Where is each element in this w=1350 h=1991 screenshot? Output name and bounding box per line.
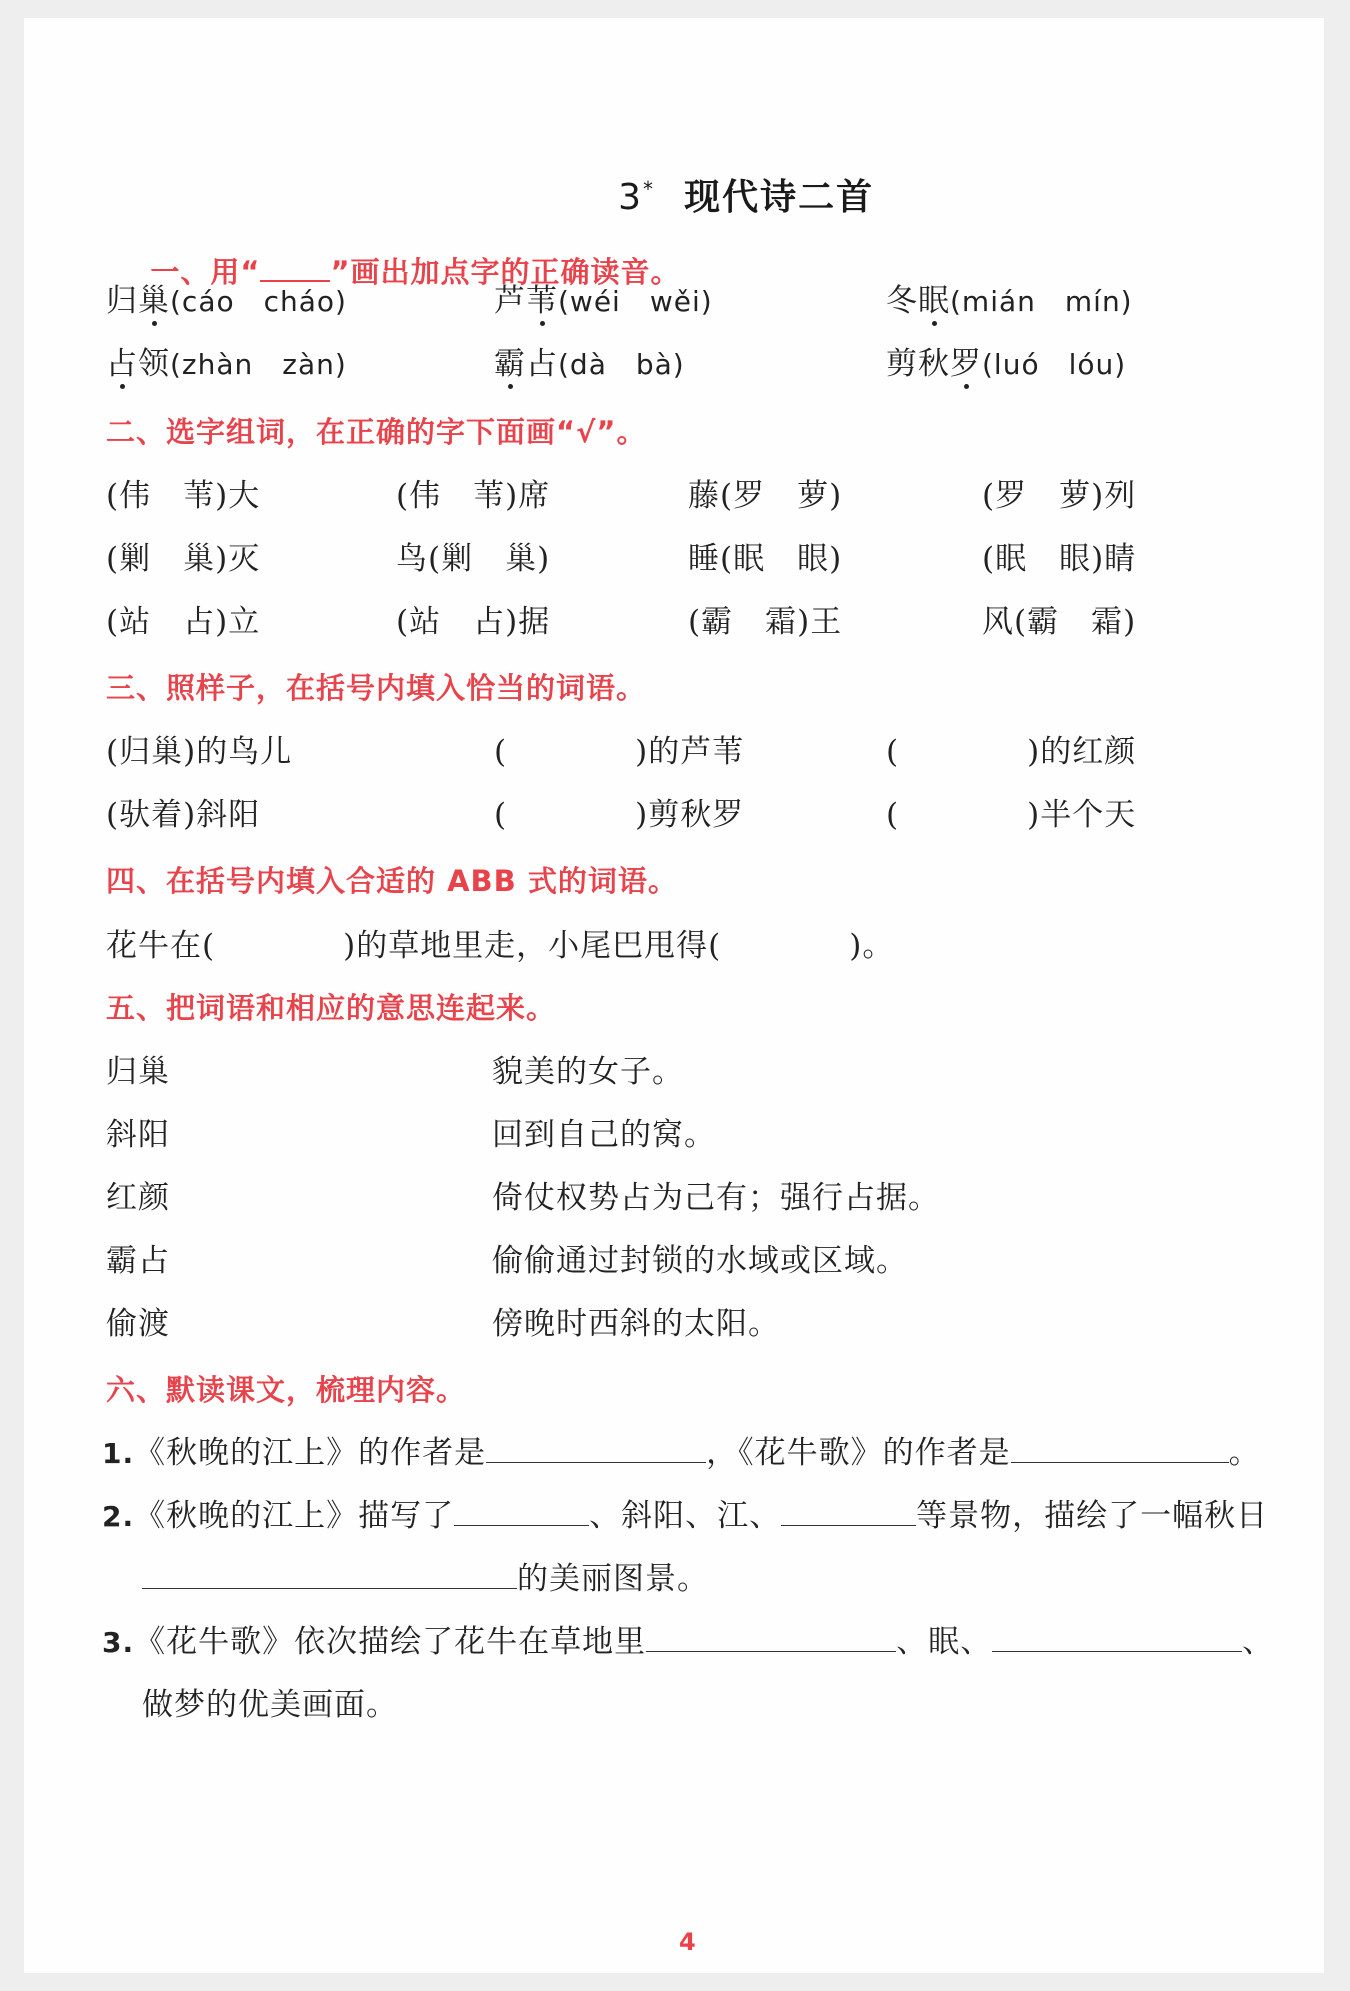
question-number: 3. bbox=[102, 1626, 135, 1659]
answer-blank[interactable] bbox=[992, 1625, 1242, 1652]
choice-item[interactable]: 风(霸 霜) bbox=[982, 604, 1137, 640]
match-word[interactable]: 斜阳 bbox=[106, 1117, 170, 1153]
pinyin-options[interactable]: (luó lóu) bbox=[982, 348, 1127, 381]
fill-item: (驮着)斜阳 bbox=[106, 797, 261, 833]
choice-item[interactable]: (站 占)立 bbox=[106, 604, 261, 640]
fill-item[interactable]: ( )的芦苇 bbox=[494, 734, 745, 770]
match-word[interactable]: 归巢 bbox=[106, 1054, 170, 1090]
dotted-char: 霸 bbox=[494, 338, 526, 383]
choice-item[interactable]: (伟 苇)席 bbox=[396, 478, 551, 514]
lesson-mark: * bbox=[643, 177, 656, 201]
worksheet-page bbox=[24, 18, 1324, 1973]
question-number: 2. bbox=[102, 1500, 135, 1533]
choice-item[interactable]: 藤(罗 萝) bbox=[688, 478, 843, 514]
choice-item[interactable]: (站 占)据 bbox=[396, 604, 551, 640]
lesson-title: 现代诗二首 bbox=[684, 177, 875, 218]
pinyin-item: 霸占(dà bà) bbox=[494, 338, 685, 383]
answer-blank[interactable] bbox=[486, 1436, 706, 1463]
match-meaning[interactable]: 倚仗权势占为己有；强行占据。 bbox=[492, 1180, 940, 1216]
section-1-heading-end: ”画出加点字的正确读音。 bbox=[330, 255, 681, 289]
question-number: 1. bbox=[102, 1437, 135, 1470]
page-number: 4 bbox=[679, 1928, 696, 1956]
pinyin-options[interactable]: (cáo cháo) bbox=[170, 285, 347, 318]
pinyin-options[interactable]: (dà bà) bbox=[558, 348, 685, 381]
answer-blank[interactable] bbox=[1011, 1436, 1229, 1463]
question-3: 3.《花牛歌》依次描绘了花牛在草地里 、眠、 、 bbox=[102, 1624, 1275, 1660]
dotted-char: 占 bbox=[106, 338, 138, 383]
pinyin-item: 归巢(cáo cháo) bbox=[106, 275, 347, 320]
choice-item[interactable]: 鸟(剿 巢) bbox=[396, 541, 551, 577]
section-3-heading: 三、照样子，在括号内填入恰当的词语。 bbox=[106, 671, 647, 705]
question-1: 1.《秋晚的江上》的作者是 ，《花牛歌》的作者是 。 bbox=[102, 1435, 1261, 1471]
pinyin-options[interactable]: (mián mín) bbox=[950, 285, 1133, 318]
match-meaning[interactable]: 偷偷通过封锁的水域或区域。 bbox=[492, 1243, 908, 1279]
question-2-cont: 的美丽图景。 bbox=[142, 1553, 709, 1598]
choice-item[interactable]: (剿 巢)灭 bbox=[106, 541, 261, 577]
choice-item[interactable]: (霸 霜)王 bbox=[688, 604, 843, 640]
abb-sentence[interactable]: 花牛在( )的草地里走，小尾巴甩得( )。 bbox=[106, 928, 895, 964]
section-1-heading-start: 一、用“ bbox=[150, 255, 261, 289]
answer-blank[interactable] bbox=[142, 1562, 517, 1589]
choice-item[interactable]: (罗 萝)列 bbox=[982, 478, 1137, 514]
section-5-heading: 五、把词语和相应的意思连起来。 bbox=[106, 991, 557, 1025]
match-meaning[interactable]: 傍晚时西斜的太阳。 bbox=[492, 1306, 780, 1342]
pinyin-item: 冬眠(mián mín) bbox=[886, 275, 1133, 320]
answer-blank[interactable] bbox=[454, 1499, 589, 1526]
question-2: 2.《秋晚的江上》描写了 、斜阳、江、 等景物，描绘了一幅秋日 bbox=[102, 1498, 1269, 1534]
pinyin-item: 芦苇(wéi wěi) bbox=[494, 275, 713, 320]
section-6-heading: 六、默读课文，梳理内容。 bbox=[106, 1373, 467, 1407]
match-word[interactable]: 红颜 bbox=[106, 1180, 170, 1216]
match-meaning[interactable]: 貌美的女子。 bbox=[492, 1054, 684, 1090]
dotted-char: 罗 bbox=[950, 338, 982, 383]
lesson-number: 3 bbox=[618, 177, 644, 218]
choice-item[interactable]: 睡(眠 眼) bbox=[688, 541, 843, 577]
fill-item: (归巢)的鸟儿 bbox=[106, 734, 293, 770]
dotted-char: 巢 bbox=[138, 275, 170, 320]
fill-item[interactable]: ( )剪秋罗 bbox=[494, 797, 745, 833]
question-3-cont: 做梦的优美画面。 bbox=[142, 1687, 398, 1723]
choice-item[interactable]: (伟 苇)大 bbox=[106, 478, 261, 514]
pinyin-item: 占领(zhàn zàn) bbox=[106, 338, 347, 383]
dotted-char: 眠 bbox=[918, 275, 950, 320]
match-word[interactable]: 霸占 bbox=[106, 1243, 170, 1279]
section-4-heading: 四、在括号内填入合适的 ABB 式的词语。 bbox=[106, 864, 678, 898]
match-word[interactable]: 偷渡 bbox=[106, 1306, 170, 1342]
match-meaning[interactable]: 回到自己的窝。 bbox=[492, 1117, 716, 1153]
choice-item[interactable]: (眠 眼)睛 bbox=[982, 541, 1137, 577]
answer-blank[interactable] bbox=[646, 1625, 896, 1652]
dotted-char: 苇 bbox=[526, 275, 558, 320]
section-2-heading: 二、选字组词，在正确的字下面画“√”。 bbox=[106, 415, 647, 449]
fill-item[interactable]: ( )的红颜 bbox=[886, 734, 1137, 770]
pinyin-options[interactable]: (wéi wěi) bbox=[558, 285, 713, 318]
pinyin-options[interactable]: (zhàn zàn) bbox=[170, 348, 347, 381]
answer-blank[interactable] bbox=[781, 1499, 916, 1526]
fill-item[interactable]: ( )半个天 bbox=[886, 797, 1137, 833]
pinyin-item: 剪秋罗(luó lóu) bbox=[886, 338, 1126, 383]
